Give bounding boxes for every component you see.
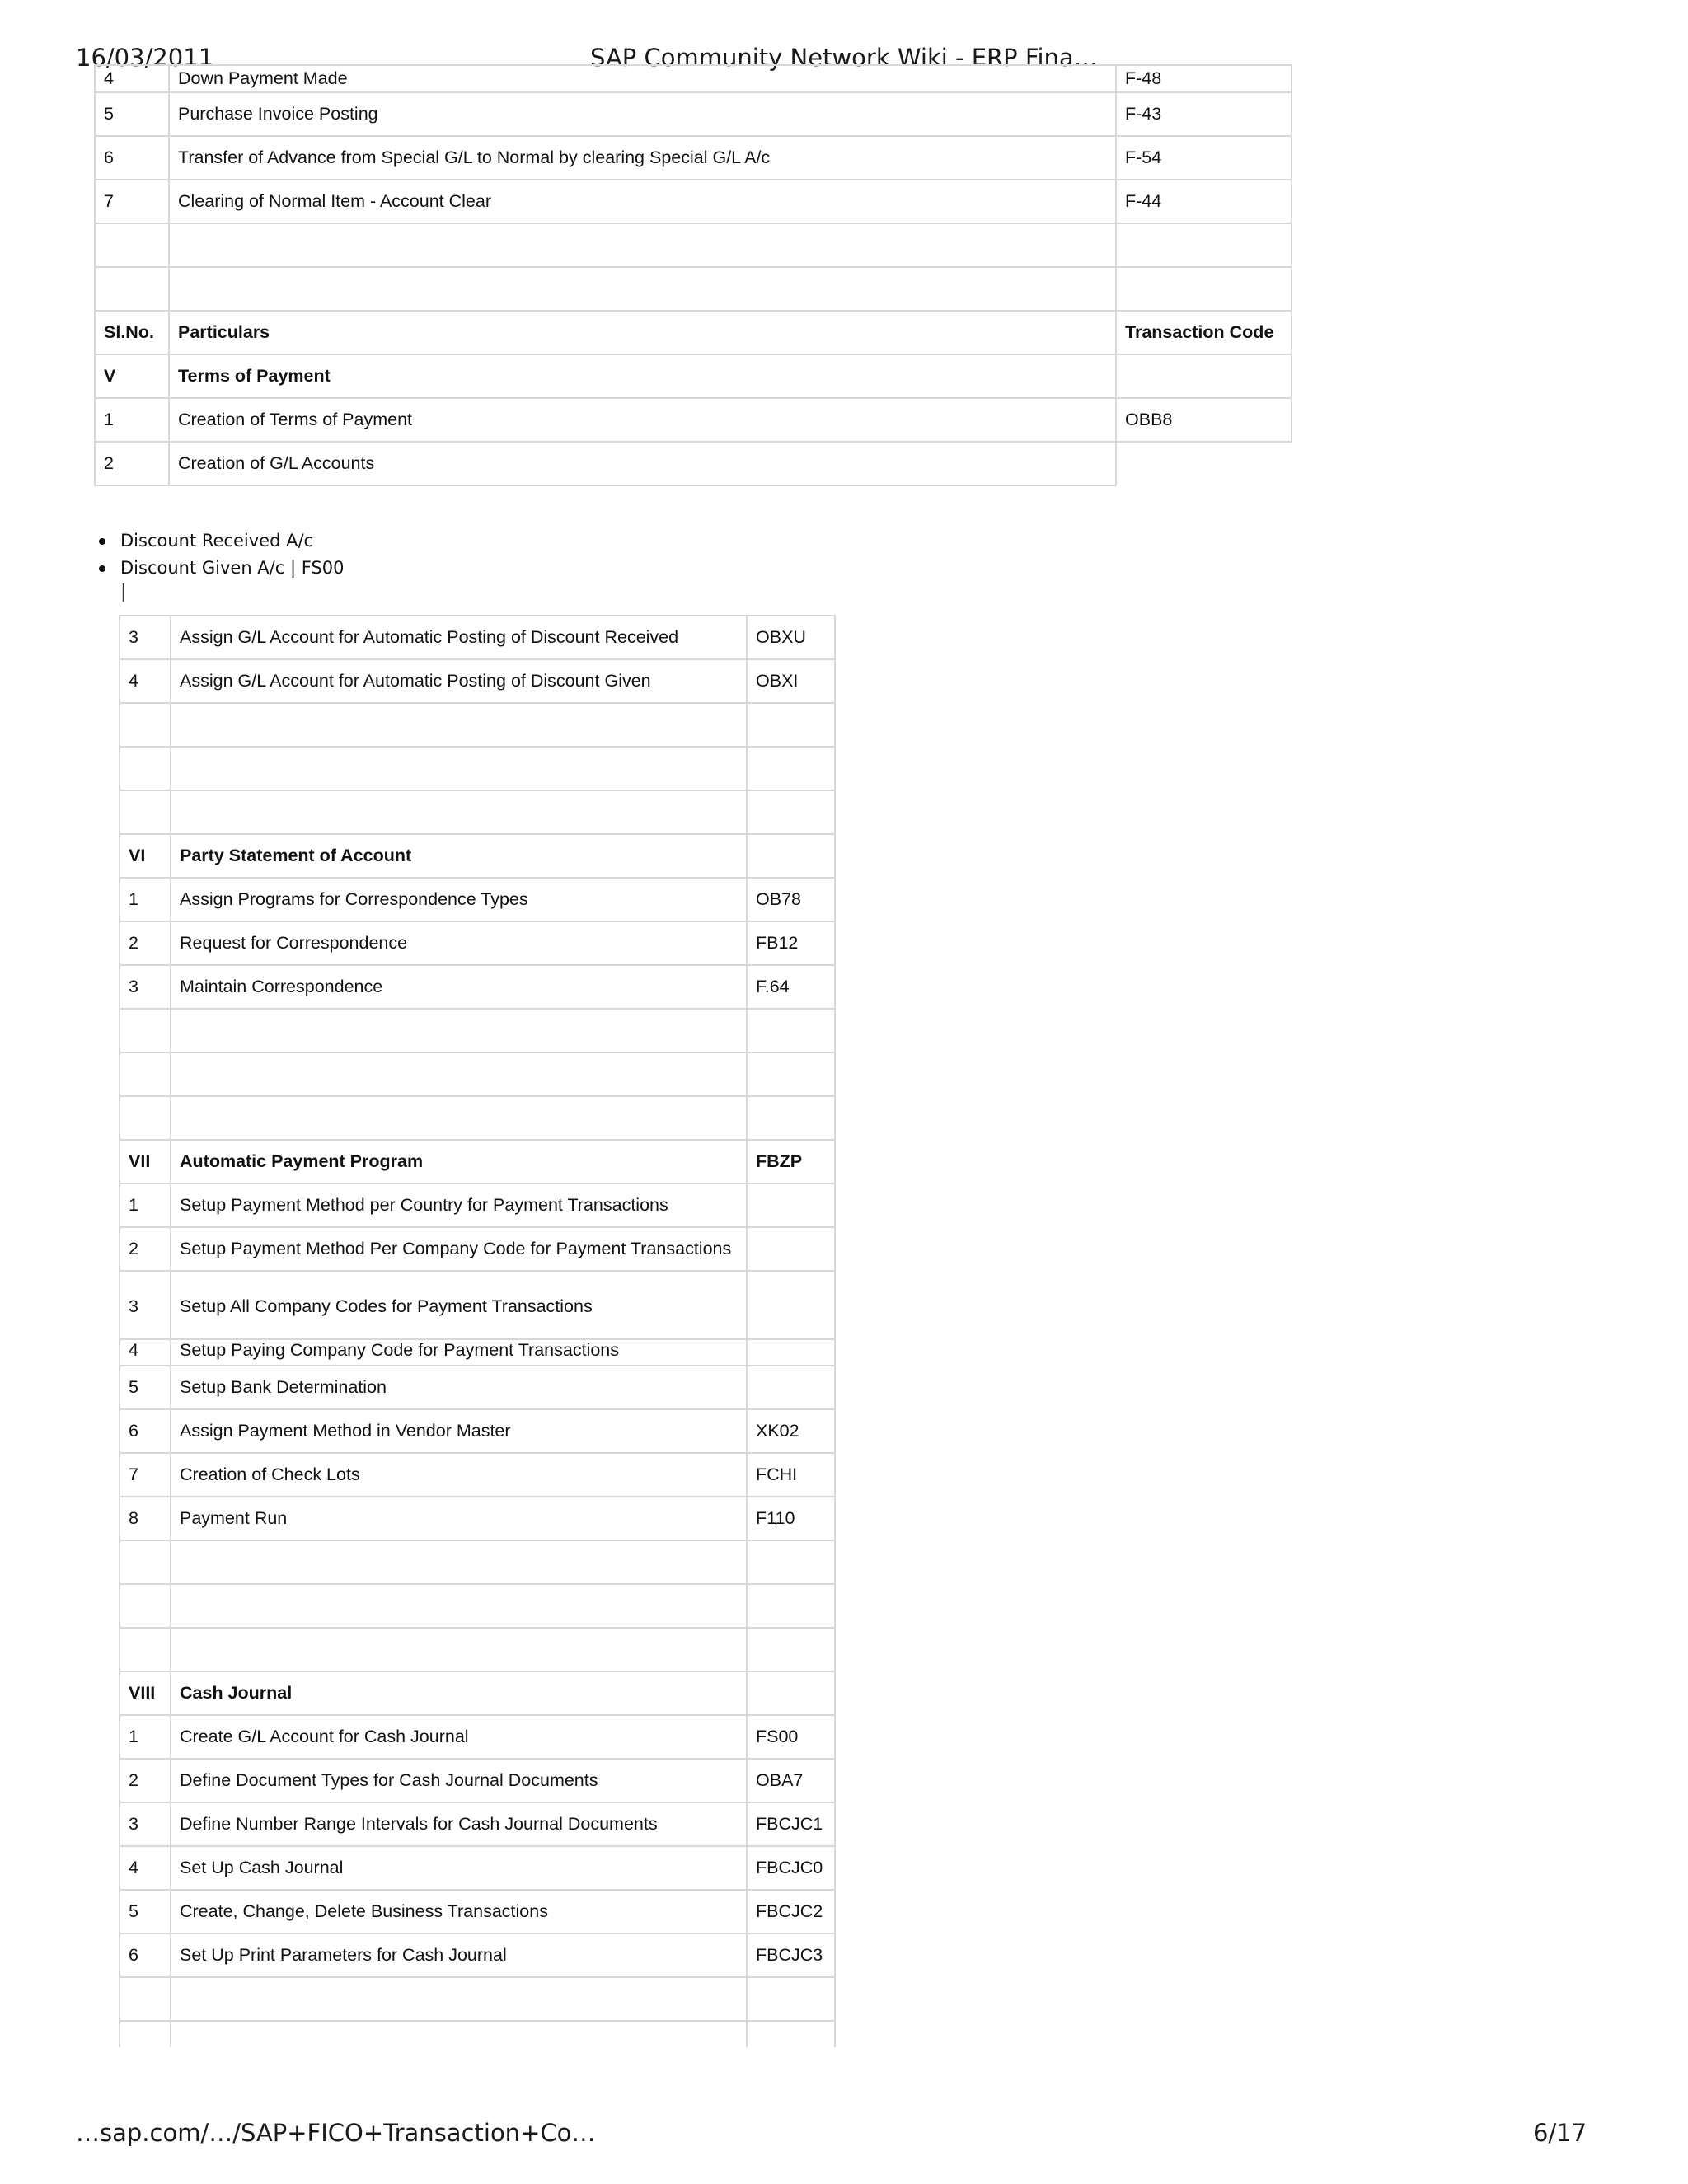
sl-no-cell: 6: [95, 136, 169, 180]
transaction-code-cell: FBCJC0: [747, 1846, 835, 1890]
empty-row: [120, 703, 835, 747]
sl-no-cell: 5: [95, 92, 169, 136]
empty-row: [120, 1628, 835, 1671]
particulars-cell: Clearing of Normal Item - Account Clear: [169, 180, 1116, 223]
section-number: VI: [120, 834, 171, 878]
section-title: Automatic Payment Program: [171, 1140, 747, 1183]
section-row: [120, 1140, 835, 1183]
page-number: 6/17: [1533, 2119, 1587, 2147]
table-row: [120, 659, 835, 703]
section-row: [120, 834, 835, 878]
sl-no-cell: 3: [120, 1271, 171, 1339]
sl-no-cell: 3: [120, 1802, 171, 1846]
section-title: Cash Journal: [171, 1671, 747, 1715]
sl-no-cell: 6: [120, 1409, 171, 1453]
transaction-code-cell: F.64: [747, 965, 835, 1009]
sl-no-cell: 3: [120, 965, 171, 1009]
sl-no-cell: 1: [120, 878, 171, 921]
table-row: [120, 921, 835, 965]
transaction-code-cell: F-44: [1116, 180, 1292, 223]
particulars-cell: Purchase Invoice Posting: [169, 92, 1116, 136]
sl-no-cell: 7: [120, 1453, 171, 1497]
transaction-code-cell: FB12: [747, 921, 835, 965]
table-row: [95, 92, 1292, 136]
table-row: [120, 965, 835, 1009]
particulars-cell: Assign Payment Method in Vendor Master: [171, 1409, 747, 1453]
table-row: [120, 1890, 835, 1933]
sl-no-cell: 2: [120, 1759, 171, 1802]
particulars-cell: Creation of Terms of Payment: [169, 398, 1116, 442]
particulars-cell: Set Up Cash Journal: [171, 1846, 747, 1890]
particulars-cell: Creation of G/L Accounts: [169, 442, 1116, 485]
list-item: Discount Received A/c: [99, 527, 344, 555]
sl-no-cell: 2: [120, 921, 171, 965]
particulars-cell: Create G/L Account for Cash Journal: [171, 1715, 747, 1759]
transaction-code-cell: [747, 1183, 835, 1227]
transaction-code-cell: OBB8: [1116, 398, 1292, 442]
gl-accounts-bullet-list: [99, 527, 344, 582]
empty-row: [120, 1977, 835, 2021]
particulars-cell: Creation of Check Lots: [171, 1453, 747, 1497]
empty-row: [95, 223, 1292, 267]
transaction-code-cell: OB78: [747, 878, 835, 921]
page-title: SAP Community Network Wiki - ERP Fina…: [590, 44, 1098, 72]
particulars-cell: Assign G/L Account for Automatic Posting of Discount Received: [171, 616, 747, 659]
transaction-code-header: Transaction Code: [1116, 311, 1292, 354]
table-row: [120, 1271, 835, 1339]
particulars-cell: Payment Run: [171, 1497, 747, 1540]
text-cursor-mark: |: [120, 582, 127, 602]
table-row: [120, 1759, 835, 1802]
particulars-cell: Define Number Range Intervals for Cash Journal Documents: [171, 1802, 747, 1846]
transaction-code-cell: F-54: [1116, 136, 1292, 180]
print-date: 16/03/2011: [76, 44, 214, 72]
sl-no-cell: 1: [120, 1715, 171, 1759]
table-row: [120, 1227, 835, 1271]
particulars-cell: Setup Payment Method per Country for Payment Transactions: [171, 1183, 747, 1227]
particulars-cell: Setup Payment Method Per Company Code for Payment Transactions: [171, 1227, 747, 1271]
particulars-cell: Define Document Types for Cash Journal Documents: [171, 1759, 747, 1802]
sl-no-cell: 6: [120, 1933, 171, 1977]
sl-no-cell: 4: [120, 659, 171, 703]
empty-row: [120, 2021, 835, 2047]
transaction-code-cell: [747, 1366, 835, 1409]
transaction-code-cell: F110: [747, 1497, 835, 1540]
sl-no-cell: 1: [95, 398, 169, 442]
list-item: Discount Given A/c | FS00: [99, 555, 344, 582]
table-row: [120, 1846, 835, 1890]
section-code: FBZP: [747, 1140, 835, 1183]
table-row: [120, 1183, 835, 1227]
transaction-code-cell: [747, 1227, 835, 1271]
empty-row: [120, 1009, 835, 1052]
transaction-code-cell: [1116, 442, 1292, 485]
sl-no-header: Sl.No.: [95, 311, 169, 354]
empty-row: [120, 1540, 835, 1584]
table-row: [95, 65, 1292, 92]
transactions-table-1: [94, 64, 1292, 486]
particulars-cell: Assign G/L Account for Automatic Posting of Discount Given: [171, 659, 747, 703]
table-row: [120, 878, 835, 921]
sl-no-cell: 5: [120, 1890, 171, 1933]
sl-no-cell: 8: [120, 1497, 171, 1540]
section-number: VII: [120, 1140, 171, 1183]
particulars-cell: Setup Bank Determination: [171, 1366, 747, 1409]
empty-row: [120, 747, 835, 790]
particulars-cell: Maintain Correspondence: [171, 965, 747, 1009]
transaction-code-cell: FBCJC1: [747, 1802, 835, 1846]
transaction-code-cell: [747, 1271, 835, 1339]
table-row: [120, 1497, 835, 1540]
particulars-cell: Down Payment Made: [169, 65, 1116, 92]
particulars-cell: Request for Correspondence: [171, 921, 747, 965]
sl-no-cell: 4: [120, 1339, 171, 1366]
particulars-cell: Setup Paying Company Code for Payment Transactions: [171, 1339, 747, 1366]
section-row: [120, 1671, 835, 1715]
table-header-row: [95, 311, 1292, 354]
section-number: V: [95, 354, 169, 398]
empty-row: [120, 1584, 835, 1628]
empty-row: [120, 790, 835, 834]
sl-no-cell: 2: [120, 1227, 171, 1271]
empty-row: [120, 1096, 835, 1140]
particulars-cell: Create, Change, Delete Business Transactions: [171, 1890, 747, 1933]
sl-no-cell: 1: [120, 1183, 171, 1227]
sl-no-cell: 4: [95, 65, 169, 92]
section-number: VIII: [120, 1671, 171, 1715]
table-row: [120, 1366, 835, 1409]
transaction-code-cell: OBXU: [747, 616, 835, 659]
table-row: [95, 398, 1292, 442]
transaction-code-cell: XK02: [747, 1409, 835, 1453]
table-row: [120, 1339, 835, 1366]
section-title: Terms of Payment: [169, 354, 1116, 398]
sl-no-cell: 4: [120, 1846, 171, 1890]
particulars-cell: Transfer of Advance from Special G/L to Normal by clearing Special G/L A/c: [169, 136, 1116, 180]
table-row: [120, 1409, 835, 1453]
section-title: Party Statement of Account: [171, 834, 747, 878]
transaction-code-cell: OBXI: [747, 659, 835, 703]
table-row: [120, 1802, 835, 1846]
sl-no-cell: 5: [120, 1366, 171, 1409]
transaction-code-cell: [747, 1339, 835, 1366]
transactions-table-2: [119, 615, 836, 2047]
table-row: [95, 136, 1292, 180]
particulars-cell: Set Up Print Parameters for Cash Journal: [171, 1933, 747, 1977]
transaction-code-cell: F-48: [1116, 65, 1292, 92]
empty-row: [95, 267, 1292, 311]
transaction-code-cell: FCHI: [747, 1453, 835, 1497]
transaction-code-cell: FBCJC3: [747, 1933, 835, 1977]
particulars-header: Particulars: [169, 311, 1116, 354]
particulars-cell: Setup All Company Codes for Payment Transactions: [171, 1271, 747, 1339]
table-row: [95, 180, 1292, 223]
transaction-code-cell: FBCJC2: [747, 1890, 835, 1933]
table-row: [120, 1715, 835, 1759]
transaction-code-cell: FS00: [747, 1715, 835, 1759]
page-url: …sap.com/…/SAP+FICO+Transaction+Co…: [76, 2119, 596, 2147]
transaction-code-cell: OBA7: [747, 1759, 835, 1802]
table-row: [120, 1933, 835, 1977]
table-row: [120, 616, 835, 659]
section-row: [95, 354, 1292, 398]
sl-no-cell: 3: [120, 616, 171, 659]
sl-no-cell: 2: [95, 442, 169, 485]
table-row: [120, 1453, 835, 1497]
table-row: [95, 442, 1292, 485]
sl-no-cell: 7: [95, 180, 169, 223]
transaction-code-cell: F-43: [1116, 92, 1292, 136]
particulars-cell: Assign Programs for Correspondence Types: [171, 878, 747, 921]
empty-row: [120, 1052, 835, 1096]
